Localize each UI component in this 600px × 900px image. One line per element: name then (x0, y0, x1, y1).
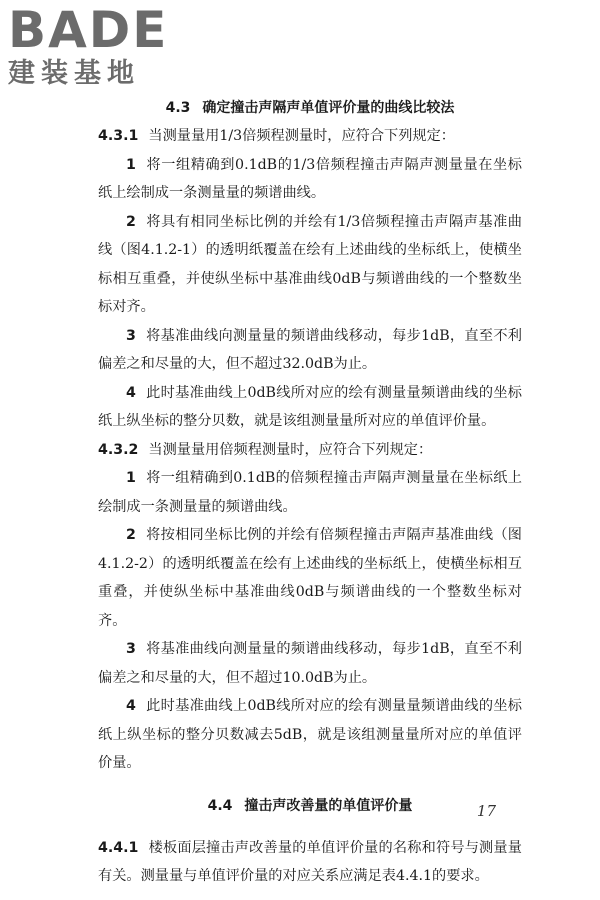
logo-wordmark: BADE (8, 1, 169, 59)
clause-4-3-1-item-4 (98, 379, 522, 436)
section-number: 4.3 (165, 100, 191, 116)
clause-number: 4.3.2 (98, 441, 139, 458)
bade-logo (8, 1, 178, 90)
clause-4-3-2-item-4 (98, 692, 522, 778)
clause-4-3-1-item-1 (98, 151, 522, 208)
item-text: 将具有相同坐标比例的并绘有1/3倍频程撞击声隔声基准曲线（图4.1.2-1）的透明纸覆盖在绘有上述曲线的坐标纸上，使横坐标相互重叠，并使纵坐标中基准曲线0dB与频谱曲线的一个整数坐标对齐。 (98, 213, 522, 315)
section-title: 撞击声改善量的单值评价量 (244, 797, 413, 814)
page-number: 17 (476, 802, 496, 820)
clause-4-3-1-item-3 (98, 322, 522, 379)
item-number: 3 (126, 327, 136, 344)
item-number: 2 (126, 527, 136, 543)
item-text: 将基准曲线向测量量的频谱曲线移动，每步1dB，直至不利偏差之和尽量的大，但不超过10.0dB为止。 (98, 641, 522, 686)
clause-4-3-2-item-3 (98, 635, 522, 692)
item-text: 将按相同坐标比例的并绘有倍频程撞击声隔声基准曲线（图4.1.2-2）的透明纸覆盖在绘有上述曲线的坐标纸上，使横坐标相互重叠，并使纵坐标中基准曲线0dB与频谱曲线的一个整数坐标对齐。 (98, 527, 522, 629)
clause-number: 4.3.1 (98, 128, 139, 144)
section-4-3-heading (98, 94, 522, 122)
section-number: 4.4 (207, 797, 233, 814)
clause-4-3-1-item-2 (98, 208, 522, 322)
document-body (98, 94, 522, 891)
clause-text: 楼板面层撞击声改善量的单值评价量的名称和符号与测量量有关。测量量与单值评价量的对应关系应满足表4.4.1的要求。 (98, 839, 522, 884)
item-number: 3 (126, 641, 136, 657)
item-number: 4 (126, 384, 136, 401)
item-number: 4 (126, 698, 136, 714)
item-text: 此时基准曲线上0dB线所对应的绘有测量量频谱曲线的坐标纸上纵坐标的整分贝数减去5dB，就是该组测量量所对应的单值评价量。 (98, 698, 522, 771)
item-text: 将一组精确到0.1dB的1/3倍频程撞击声隔声测量量在坐标纸上绘制成一条测量量的频谱曲线。 (98, 156, 522, 201)
clause-4-4-1 (98, 834, 522, 891)
section-title: 确定撞击声隔声单值评价量的曲线比较法 (202, 100, 455, 116)
clause-text: 当测量量用1/3倍频程测量时，应符合下列规定： (148, 128, 455, 144)
clause-4-3-2-item-2 (98, 521, 522, 635)
clause-4-3-2 (98, 436, 522, 465)
section-spacer (98, 820, 522, 834)
item-text: 此时基准曲线上0dB线所对应的绘有测量量频谱曲线的坐标纸上纵坐标的整分贝数，就是该组测量量所对应的单值评价量。 (98, 384, 522, 429)
item-number: 1 (126, 156, 136, 173)
clause-4-3-1 (98, 122, 522, 151)
item-text: 将一组精确到0.1dB的倍频程撞击声隔声测量量在坐标纸上绘制成一条测量量的频谱曲线。 (98, 470, 522, 515)
item-text: 将基准曲线向测量量的频谱曲线移动，每步1dB，直至不利偏差之和尽量的大，但不超过32.0dB为止。 (98, 327, 522, 372)
clause-4-3-2-item-1 (98, 464, 522, 521)
item-number: 2 (126, 213, 136, 230)
clause-text: 当测量量用倍频程测量时，应符合下列规定： (148, 441, 433, 458)
section-4-4-heading (98, 792, 522, 820)
item-number: 1 (126, 470, 136, 486)
logo-subtitle: 建装基地 (8, 58, 140, 89)
clause-number: 4.4.1 (98, 839, 139, 856)
section-spacer (98, 778, 522, 792)
